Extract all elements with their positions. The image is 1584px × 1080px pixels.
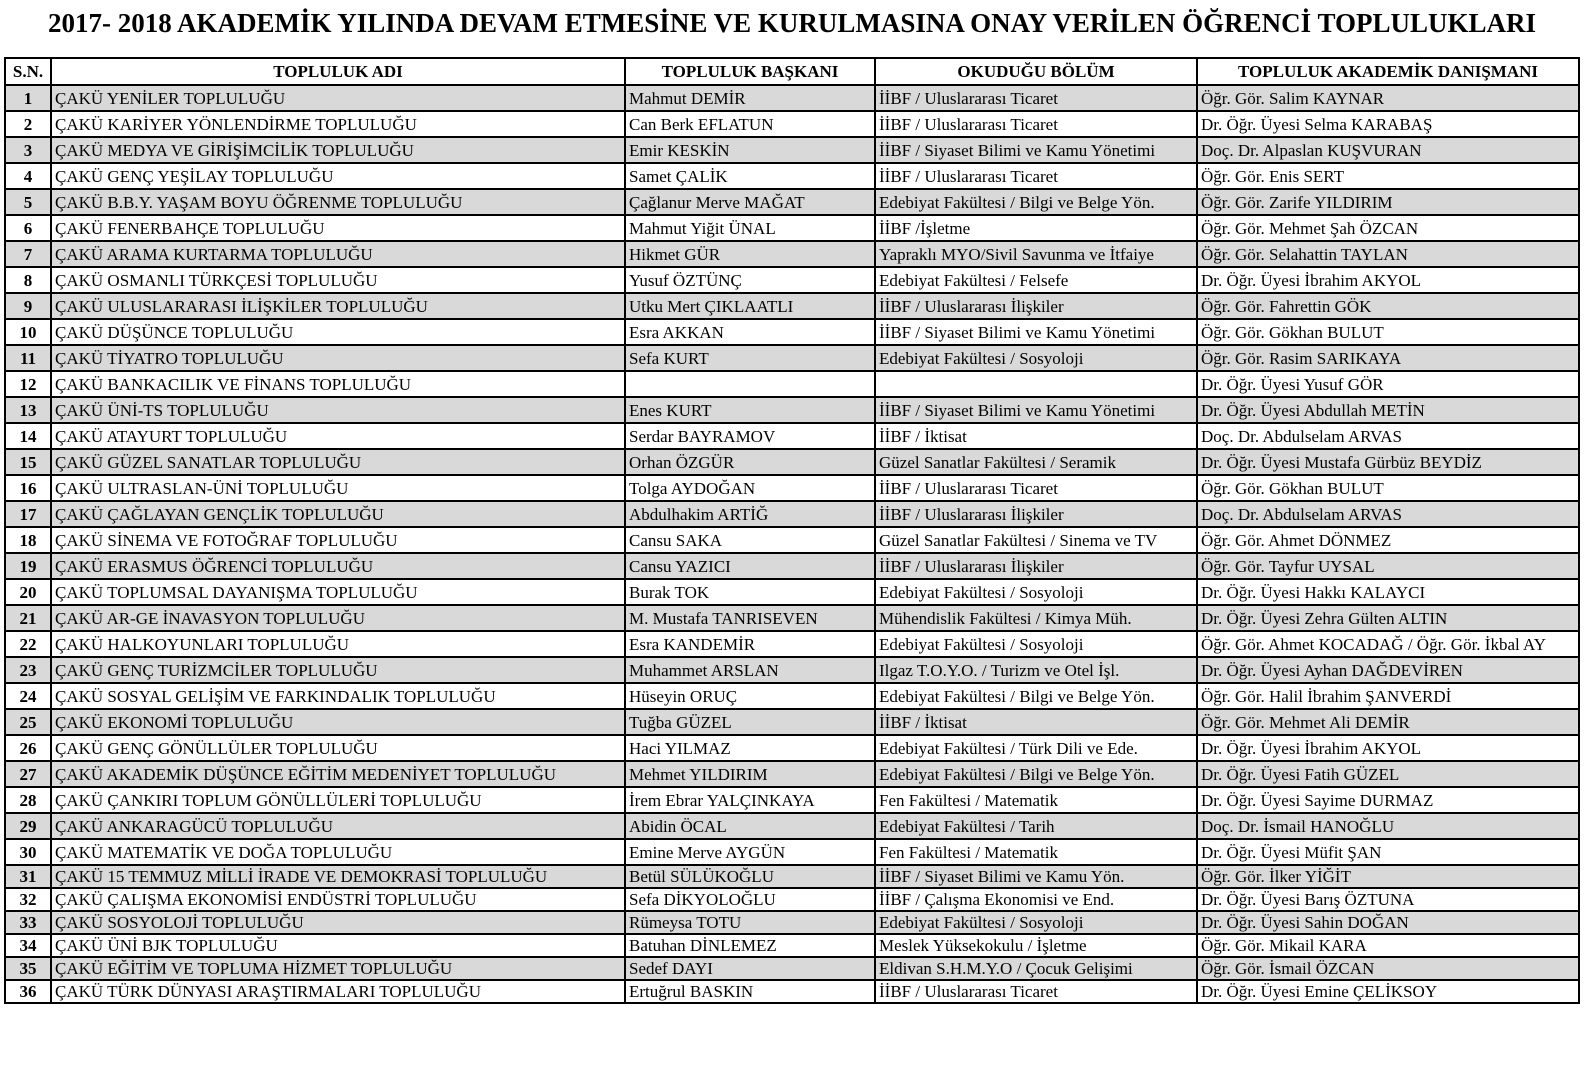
communities-table (4, 57, 1580, 1004)
table-row (5, 657, 1579, 683)
cell-department: Edebiyat Fakültesi / Sosyoloji (875, 631, 1197, 657)
cell-department: Güzel Sanatlar Fakültesi / Seramik (875, 449, 1197, 475)
cell-academic-advisor: Öğr. Gör. Gökhan BULUT (1197, 475, 1579, 501)
cell-sn: 26 (5, 735, 51, 761)
cell-community-head: Orhan ÖZGÜR (625, 449, 875, 475)
cell-community-head: İrem Ebrar YALÇINKAYA (625, 787, 875, 813)
cell-community-head: Ertuğrul BASKIN (625, 980, 875, 1003)
table-row (5, 319, 1579, 345)
cell-community-head: Abdulhakim ARTİĞ (625, 501, 875, 527)
cell-academic-advisor: Öğr. Gör. Mehmet Ali DEMİR (1197, 709, 1579, 735)
cell-community-name: ÇAKÜ KARİYER YÖNLENDİRME TOPLULUĞU (51, 111, 625, 137)
cell-academic-advisor: Öğr. Gör. İsmail ÖZCAN (1197, 957, 1579, 980)
cell-sn: 4 (5, 163, 51, 189)
cell-academic-advisor: Dr. Öğr. Üyesi İbrahim AKYOL (1197, 267, 1579, 293)
cell-academic-advisor: Dr. Öğr. Üyesi Yusuf GÖR (1197, 371, 1579, 397)
cell-department: Meslek Yüksekokulu / İşletme (875, 934, 1197, 957)
cell-academic-advisor: Öğr. Gör. Ahmet DÖNMEZ (1197, 527, 1579, 553)
cell-community-head: Betül SÜLÜKOĞLU (625, 865, 875, 888)
cell-community-name: ÇAKÜ BANKACILIK VE FİNANS TOPLULUĞU (51, 371, 625, 397)
cell-community-head: Sefa DİKYOLOĞLU (625, 888, 875, 911)
cell-sn: 1 (5, 85, 51, 111)
cell-department: İİBF / Siyaset Bilimi ve Kamu Yönetimi (875, 137, 1197, 163)
cell-department: Mühendislik Fakültesi / Kimya Müh. (875, 605, 1197, 631)
table-row (5, 735, 1579, 761)
cell-community-head: Haci YILMAZ (625, 735, 875, 761)
table-row (5, 501, 1579, 527)
cell-community-head: Mahmut Yiğit ÜNAL (625, 215, 875, 241)
header-academic-advisor: TOPLULUK AKADEMİK DANIŞMANI (1197, 58, 1579, 85)
cell-community-name: ÇAKÜ ÇAĞLAYAN GENÇLİK TOPLULUĞU (51, 501, 625, 527)
cell-sn: 11 (5, 345, 51, 371)
cell-community-head: Sedef DAYI (625, 957, 875, 980)
cell-sn: 28 (5, 787, 51, 813)
cell-community-head: Mehmet YILDIRIM (625, 761, 875, 787)
cell-academic-advisor: Doç. Dr. Abdulselam ARVAS (1197, 501, 1579, 527)
cell-academic-advisor: Öğr. Gör. Halil İbrahim ŞANVERDİ (1197, 683, 1579, 709)
table-row (5, 189, 1579, 215)
cell-department: İİBF / Çalışma Ekonomisi ve End. (875, 888, 1197, 911)
cell-community-name: ÇAKÜ ANKARAGÜCÜ TOPLULUĞU (51, 813, 625, 839)
cell-community-name: ÇAKÜ TÜRK DÜNYASI ARAŞTIRMALARI TOPLULUĞU (51, 980, 625, 1003)
header-sn: S.N. (5, 58, 51, 85)
cell-community-head: Çağlanur Merve MAĞAT (625, 189, 875, 215)
table-row (5, 813, 1579, 839)
cell-sn: 35 (5, 957, 51, 980)
cell-department: İİBF / İktisat (875, 423, 1197, 449)
cell-academic-advisor: Dr. Öğr. Üyesi Hakkı KALAYCI (1197, 579, 1579, 605)
cell-sn: 34 (5, 934, 51, 957)
table-row (5, 137, 1579, 163)
cell-community-head: Emir KESKİN (625, 137, 875, 163)
cell-academic-advisor: Öğr. Gör. Salim KAYNAR (1197, 85, 1579, 111)
cell-sn: 13 (5, 397, 51, 423)
cell-community-head: Batuhan DİNLEMEZ (625, 934, 875, 957)
table-row (5, 397, 1579, 423)
table-row (5, 527, 1579, 553)
cell-academic-advisor: Öğr. Gör. Fahrettin GÖK (1197, 293, 1579, 319)
cell-department: İİBF / Uluslararası Ticaret (875, 111, 1197, 137)
cell-community-name: ÇAKÜ AKADEMİK DÜŞÜNCE EĞİTİM MEDENİYET TOPLULUĞU (51, 761, 625, 787)
cell-department: Eldivan S.H.M.Y.O / Çocuk Gelişimi (875, 957, 1197, 980)
cell-community-head: Samet ÇALİK (625, 163, 875, 189)
cell-sn: 9 (5, 293, 51, 319)
cell-community-name: ÇAKÜ ÜNİ BJK TOPLULUĞU (51, 934, 625, 957)
table-row (5, 111, 1579, 137)
cell-academic-advisor: Öğr. Gör. Enis SERT (1197, 163, 1579, 189)
table-row (5, 980, 1579, 1003)
cell-department: Edebiyat Fakültesi / Bilgi ve Belge Yön. (875, 189, 1197, 215)
cell-department: Edebiyat Fakültesi / Türk Dili ve Ede. (875, 735, 1197, 761)
cell-community-name: ÇAKÜ ULTRASLAN-ÜNİ TOPLULUĞU (51, 475, 625, 501)
table-row (5, 957, 1579, 980)
cell-sn: 7 (5, 241, 51, 267)
cell-community-name: ÇAKÜ EKONOMİ TOPLULUĞU (51, 709, 625, 735)
cell-community-head: Esra AKKAN (625, 319, 875, 345)
table-row (5, 865, 1579, 888)
table-row (5, 553, 1579, 579)
cell-academic-advisor: Dr. Öğr. Üyesi Barış ÖZTUNA (1197, 888, 1579, 911)
cell-sn: 8 (5, 267, 51, 293)
cell-department: Edebiyat Fakültesi / Sosyoloji (875, 911, 1197, 934)
table-row (5, 267, 1579, 293)
cell-academic-advisor: Öğr. Gör. Mikail KARA (1197, 934, 1579, 957)
table-row (5, 888, 1579, 911)
cell-sn: 36 (5, 980, 51, 1003)
cell-academic-advisor: Öğr. Gör. Tayfur UYSAL (1197, 553, 1579, 579)
cell-community-head: Yusuf ÖZTÜNÇ (625, 267, 875, 293)
cell-academic-advisor: Doç. Dr. Abdulselam ARVAS (1197, 423, 1579, 449)
header-community-name: TOPLULUK ADI (51, 58, 625, 85)
cell-academic-advisor: Öğr. Gör. Mehmet Şah ÖZCAN (1197, 215, 1579, 241)
cell-community-head: Tuğba GÜZEL (625, 709, 875, 735)
cell-sn: 32 (5, 888, 51, 911)
table-row (5, 215, 1579, 241)
cell-department: Edebiyat Fakültesi / Felsefe (875, 267, 1197, 293)
cell-community-head: Utku Mert ÇIKLAATLI (625, 293, 875, 319)
cell-sn: 10 (5, 319, 51, 345)
cell-community-head: Can Berk EFLATUN (625, 111, 875, 137)
cell-community-name: ÇAKÜ GENÇ YEŞİLAY TOPLULUĞU (51, 163, 625, 189)
cell-sn: 19 (5, 553, 51, 579)
table-body (5, 85, 1579, 1003)
cell-community-head: Tolga AYDOĞAN (625, 475, 875, 501)
cell-department: Fen Fakültesi / Matematik (875, 839, 1197, 865)
cell-department: İİBF / Uluslararası Ticaret (875, 85, 1197, 111)
cell-department: İİBF / Uluslararası İlişkiler (875, 501, 1197, 527)
table-row (5, 631, 1579, 657)
header-community-head: TOPLULUK BAŞKANI (625, 58, 875, 85)
cell-department: Edebiyat Fakültesi / Sosyoloji (875, 345, 1197, 371)
cell-community-name: ÇAKÜ ATAYURT TOPLULUĞU (51, 423, 625, 449)
table-row (5, 839, 1579, 865)
cell-academic-advisor: Öğr. Gör. Rasim SARIKAYA (1197, 345, 1579, 371)
cell-sn: 6 (5, 215, 51, 241)
cell-department: İİBF / Uluslararası İlişkiler (875, 553, 1197, 579)
cell-sn: 25 (5, 709, 51, 735)
cell-community-head: Rümeysa TOTU (625, 911, 875, 934)
table-row (5, 293, 1579, 319)
cell-community-name: ÇAKÜ 15 TEMMUZ MİLLİ İRADE VE DEMOKRASİ TOPLULUĞU (51, 865, 625, 888)
cell-academic-advisor: Dr. Öğr. Üyesi Abdullah METİN (1197, 397, 1579, 423)
cell-department: İİBF / Siyaset Bilimi ve Kamu Yön. (875, 865, 1197, 888)
cell-department: İİBF / Uluslararası İlişkiler (875, 293, 1197, 319)
cell-community-head (625, 371, 875, 397)
table-row (5, 709, 1579, 735)
cell-community-head: Mahmut DEMİR (625, 85, 875, 111)
table-row (5, 449, 1579, 475)
cell-community-head: Cansu SAKA (625, 527, 875, 553)
cell-department: Yapraklı MYO/Sivil Savunma ve İtfaiye (875, 241, 1197, 267)
table-row (5, 787, 1579, 813)
cell-sn: 24 (5, 683, 51, 709)
table-row (5, 579, 1579, 605)
table-row (5, 911, 1579, 934)
table-row (5, 934, 1579, 957)
cell-community-head: Sefa KURT (625, 345, 875, 371)
table-row (5, 475, 1579, 501)
table-row (5, 85, 1579, 111)
cell-department: İİBF / İktisat (875, 709, 1197, 735)
cell-community-head: Abidin ÖCAL (625, 813, 875, 839)
cell-sn: 12 (5, 371, 51, 397)
cell-community-name: ÇAKÜ ULUSLARARASI İLİŞKİLER TOPLULUĞU (51, 293, 625, 319)
cell-sn: 30 (5, 839, 51, 865)
cell-community-name: ÇAKÜ TİYATRO TOPLULUĞU (51, 345, 625, 371)
cell-department: İİBF / Siyaset Bilimi ve Kamu Yönetimi (875, 397, 1197, 423)
cell-academic-advisor: Öğr. Gör. Zarife YILDIRIM (1197, 189, 1579, 215)
table-row (5, 423, 1579, 449)
cell-sn: 27 (5, 761, 51, 787)
table-row (5, 345, 1579, 371)
cell-sn: 33 (5, 911, 51, 934)
cell-department: Edebiyat Fakültesi / Bilgi ve Belge Yön. (875, 683, 1197, 709)
cell-academic-advisor: Öğr. Gör. Ahmet KOCADAĞ / Öğr. Gör. İkbal AY (1197, 631, 1579, 657)
cell-department: Fen Fakültesi / Matematik (875, 787, 1197, 813)
cell-community-head: Emine Merve AYGÜN (625, 839, 875, 865)
cell-community-head: Hüseyin ORUÇ (625, 683, 875, 709)
cell-sn: 20 (5, 579, 51, 605)
cell-sn: 18 (5, 527, 51, 553)
cell-community-name: ÇAKÜ MATEMATİK VE DOĞA TOPLULUĞU (51, 839, 625, 865)
table-row (5, 371, 1579, 397)
cell-academic-advisor: Dr. Öğr. Üyesi Mustafa Gürbüz BEYDİZ (1197, 449, 1579, 475)
cell-academic-advisor: Öğr. Gör. Gökhan BULUT (1197, 319, 1579, 345)
cell-department: İİBF / Uluslararası Ticaret (875, 163, 1197, 189)
cell-community-name: ÇAKÜ FENERBAHÇE TOPLULUĞU (51, 215, 625, 241)
cell-academic-advisor: Dr. Öğr. Üyesi Selma KARABAŞ (1197, 111, 1579, 137)
cell-community-head: Esra KANDEMİR (625, 631, 875, 657)
cell-community-name: ÇAKÜ MEDYA VE GİRİŞİMCİLİK TOPLULUĞU (51, 137, 625, 163)
cell-department: Edebiyat Fakültesi / Sosyoloji (875, 579, 1197, 605)
cell-department: Ilgaz T.O.Y.O. / Turizm ve Otel İşl. (875, 657, 1197, 683)
cell-department: Edebiyat Fakültesi / Tarih (875, 813, 1197, 839)
cell-academic-advisor: Dr. Öğr. Üyesi Ayhan DAĞDEVİREN (1197, 657, 1579, 683)
cell-community-name: ÇAKÜ SİNEMA VE FOTOĞRAF TOPLULUĞU (51, 527, 625, 553)
table-row (5, 163, 1579, 189)
cell-community-name: ÇAKÜ B.B.Y. YAŞAM BOYU ÖĞRENME TOPLULUĞU (51, 189, 625, 215)
header-department: OKUDUĞU BÖLÜM (875, 58, 1197, 85)
cell-community-name: ÇAKÜ AR-GE İNAVASYON TOPLULUĞU (51, 605, 625, 631)
cell-community-head: Hikmet GÜR (625, 241, 875, 267)
cell-academic-advisor: Dr. Öğr. Üyesi Emine ÇELİKSOY (1197, 980, 1579, 1003)
cell-academic-advisor: Öğr. Gör. İlker YİĞİT (1197, 865, 1579, 888)
cell-community-head: Burak TOK (625, 579, 875, 605)
cell-academic-advisor: Dr. Öğr. Üyesi İbrahim AKYOL (1197, 735, 1579, 761)
cell-sn: 3 (5, 137, 51, 163)
table-header-row (5, 58, 1579, 85)
cell-sn: 17 (5, 501, 51, 527)
cell-community-name: ÇAKÜ DÜŞÜNCE TOPLULUĞU (51, 319, 625, 345)
cell-community-head: M. Mustafa TANRISEVEN (625, 605, 875, 631)
cell-sn: 16 (5, 475, 51, 501)
cell-community-head: Muhammet ARSLAN (625, 657, 875, 683)
cell-sn: 14 (5, 423, 51, 449)
cell-sn: 23 (5, 657, 51, 683)
cell-academic-advisor: Dr. Öğr. Üyesi Zehra Gülten ALTIN (1197, 605, 1579, 631)
cell-academic-advisor: Dr. Öğr. Üyesi Sahin DOĞAN (1197, 911, 1579, 934)
cell-academic-advisor: Dr. Öğr. Üyesi Müfit ŞAN (1197, 839, 1579, 865)
cell-sn: 31 (5, 865, 51, 888)
cell-community-head: Cansu YAZICI (625, 553, 875, 579)
cell-community-name: ÇAKÜ OSMANLI TÜRKÇESİ TOPLULUĞU (51, 267, 625, 293)
cell-community-name: ÇAKÜ SOSYAL GELİŞİM VE FARKINDALIK TOPLULUĞU (51, 683, 625, 709)
cell-academic-advisor: Doç. Dr. Alpaslan KUŞVURAN (1197, 137, 1579, 163)
table-row (5, 761, 1579, 787)
table-row (5, 683, 1579, 709)
cell-department: İİBF / Uluslararası Ticaret (875, 475, 1197, 501)
cell-academic-advisor: Doç. Dr. İsmail HANOĞLU (1197, 813, 1579, 839)
cell-community-head: Enes KURT (625, 397, 875, 423)
cell-department (875, 371, 1197, 397)
cell-sn: 21 (5, 605, 51, 631)
cell-department: İİBF / Siyaset Bilimi ve Kamu Yönetimi (875, 319, 1197, 345)
cell-sn: 2 (5, 111, 51, 137)
cell-department: İİBF /İşletme (875, 215, 1197, 241)
cell-academic-advisor: Dr. Öğr. Üyesi Sayime DURMAZ (1197, 787, 1579, 813)
table-row (5, 605, 1579, 631)
cell-sn: 5 (5, 189, 51, 215)
cell-community-name: ÇAKÜ SOSYOLOJİ TOPLULUĞU (51, 911, 625, 934)
cell-department: Güzel Sanatlar Fakültesi / Sinema ve TV (875, 527, 1197, 553)
cell-sn: 29 (5, 813, 51, 839)
cell-academic-advisor: Öğr. Gör. Selahattin TAYLAN (1197, 241, 1579, 267)
cell-community-name: ÇAKÜ YENİLER TOPLULUĞU (51, 85, 625, 111)
cell-community-name: ÇAKÜ TOPLUMSAL DAYANIŞMA TOPLULUĞU (51, 579, 625, 605)
page-title: 2017- 2018 AKADEMİK YILINDA DEVAM ETMESİNE VE KURULMASINA ONAY VERİLEN ÖĞRENCİ TOPLULUKLARI (48, 8, 1536, 38)
cell-community-name: ÇAKÜ GENÇ TURİZMCİLER TOPLULUĞU (51, 657, 625, 683)
table-row (5, 241, 1579, 267)
cell-department: Edebiyat Fakültesi / Bilgi ve Belge Yön. (875, 761, 1197, 787)
cell-community-name: ÇAKÜ GENÇ GÖNÜLLÜLER TOPLULUĞU (51, 735, 625, 761)
cell-community-name: ÇAKÜ ARAMA KURTARMA TOPLULUĞU (51, 241, 625, 267)
cell-community-name: ÇAKÜ EĞİTİM VE TOPLUMA HİZMET TOPLULUĞU (51, 957, 625, 980)
cell-community-name: ÇAKÜ ÇANKIRI TOPLUM GÖNÜLLÜLERİ TOPLULUĞU (51, 787, 625, 813)
cell-academic-advisor: Dr. Öğr. Üyesi Fatih GÜZEL (1197, 761, 1579, 787)
cell-sn: 22 (5, 631, 51, 657)
cell-department: İİBF / Uluslararası Ticaret (875, 980, 1197, 1003)
cell-community-name: ÇAKÜ ÇALIŞMA EKONOMİSİ ENDÜSTRİ TOPLULUĞU (51, 888, 625, 911)
cell-sn: 15 (5, 449, 51, 475)
cell-community-head: Serdar BAYRAMOV (625, 423, 875, 449)
cell-community-name: ÇAKÜ GÜZEL SANATLAR TOPLULUĞU (51, 449, 625, 475)
cell-community-name: ÇAKÜ ERASMUS ÖĞRENCİ TOPLULUĞU (51, 553, 625, 579)
cell-community-name: ÇAKÜ HALKOYUNLARI TOPLULUĞU (51, 631, 625, 657)
cell-community-name: ÇAKÜ ÜNİ-TS TOPLULUĞU (51, 397, 625, 423)
